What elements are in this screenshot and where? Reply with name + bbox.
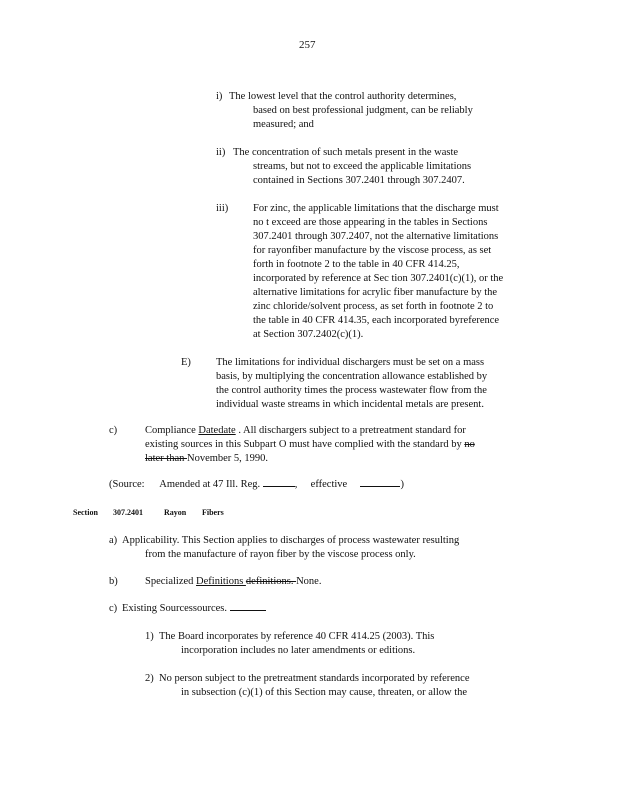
item-1-line1: The Board incorporates by reference 40 CFR 414.25 (2003). This: [159, 631, 435, 642]
item-e-line: the control authority times the process wastewater flow from the: [216, 385, 487, 396]
item-c-line3-text: November 5, 1990.: [186, 453, 269, 464]
item-c-line1-text: Compliance: [145, 425, 199, 436]
item-iii-label: iii): [216, 203, 229, 214]
section-title-word2: Fibers: [202, 508, 224, 517]
item-iii-line: the table in 40 CFR 414.35, each incorporated byreference: [253, 315, 500, 326]
item-iii-line: for rayonfiber manufacture by the viscose process, as set: [253, 245, 492, 256]
section-title-word1: Rayon: [164, 508, 187, 517]
item-1-label: 1): [145, 631, 154, 642]
item-i-line1: The lowest level that the control authority determines,: [229, 91, 457, 102]
item-b-text: [145, 575, 321, 589]
item-b-none: None.: [296, 576, 322, 587]
item-1-line2: incorporation includes no later amendments or editions.: [181, 645, 416, 656]
page-number: 257: [299, 39, 316, 51]
item-c2-text: [122, 602, 266, 616]
item-iii-line: no t exceed are those appearing in the tables in Sections: [253, 217, 488, 228]
item-2-label: 2): [145, 673, 154, 684]
item-i-label: i): [216, 91, 223, 102]
source-close: ): [400, 479, 404, 490]
item-iii-line: forth in footnote 2 to the table in 40 CFR 414.25,: [253, 259, 460, 270]
item-a-line1: Applicability. This Section applies to discharges of process wastewater resulting: [122, 535, 460, 546]
item-c-later-than-deleted: later than: [145, 453, 187, 464]
source-date-blank: [360, 486, 400, 487]
item-e-label: E): [181, 357, 191, 368]
item-c-label: c): [109, 425, 118, 436]
item-iii-line: alternative limitations for acrylic fiber manufacture by the: [253, 287, 498, 298]
source-prefix: (Source:: [109, 479, 145, 490]
item-iii-line: 307.2401 through 307.2407, not the alternative limitations: [253, 231, 499, 242]
source-note: (Source: Amended at 47 Ill. Reg. , effective ): [109, 479, 404, 490]
item-a-line2: from the manufacture of rayon fiber by the viscose process only.: [145, 549, 416, 560]
item-iii-line: incorporated by reference at Sec tion 307.2401(c)(1), or the: [253, 273, 504, 284]
item-iii-line: For zinc, the applicable limitations that the discharge must: [253, 203, 499, 214]
item-c-line1: [145, 424, 466, 438]
item-c-line2: [145, 438, 475, 452]
item-c2-label: c): [109, 603, 118, 614]
item-c-no-deleted: no: [464, 439, 475, 450]
item-c-date-inserted: Datedate: [198, 425, 236, 436]
item-b-definitions-inserted: Definitions: [196, 576, 246, 587]
item-iii-line: zinc chloride/solvent process, as set forth in footnote 2 to: [253, 301, 494, 312]
source-amended: Amended at 47 Ill. Reg.: [159, 479, 261, 490]
item-ii-line3: contained in Sections 307.2401 through 307.2407.: [253, 175, 465, 186]
item-b-specialized: Specialized: [145, 576, 197, 587]
item-c2-blank: [230, 610, 266, 611]
item-c2-existing-sources: Existing Sourcessources.: [122, 603, 227, 614]
item-c-line3: [145, 452, 268, 466]
section-label: Section: [73, 508, 98, 517]
section-number: 307.2401: [113, 508, 143, 517]
item-c-line1-rest: . All dischargers subject to a pretreatment standard for: [235, 425, 466, 436]
item-2-line1: No person subject to the pretreatment standards incorporated by reference: [159, 673, 470, 684]
item-i-line3: measured; and: [253, 119, 314, 130]
item-b-definitions-deleted: definitions.: [245, 576, 297, 587]
item-iii-line: at Section 307.2402(c)(1).: [253, 329, 364, 340]
item-ii-label: ii): [216, 147, 226, 158]
item-e-line: basis, by multiplying the concentration allowance established by: [216, 371, 488, 382]
source-effective: effective: [310, 479, 348, 490]
item-2-line2: in subsection (c)(1) of this Section may cause, threaten, or allow the: [181, 687, 468, 698]
item-e-line: individual waste streams in which incidental metals are present.: [216, 399, 484, 410]
item-ii-line2: streams, but not to exceed the applicable limitations: [253, 161, 472, 172]
item-b-label: b): [109, 576, 118, 587]
item-a-label: a): [109, 535, 118, 546]
item-c-line2-text: existing sources in this Subpart O must have complied with the standard by: [145, 439, 465, 450]
item-i-line2: based on best professional judgment, can be reliably: [253, 105, 473, 116]
source-volume-blank: [263, 486, 295, 487]
item-ii-line1: The concentration of such metals present in the waste: [233, 147, 459, 158]
item-e-line: The limitations for individual dischargers must be set on a mass: [216, 357, 485, 368]
